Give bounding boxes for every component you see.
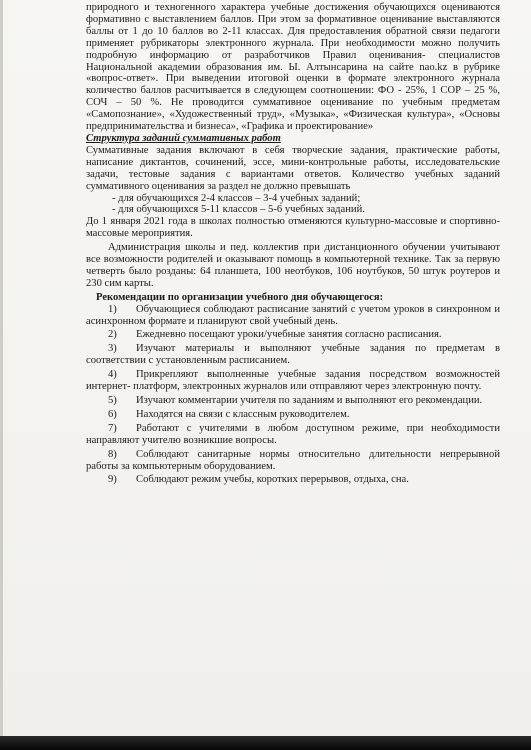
recommendation-text: Работают с учителями в любом доступном режиме, при необходимости направляют учителю возникшие вопросы.: [86, 422, 500, 446]
recommendation-number: 1): [108, 303, 117, 315]
recommendation-number: 9): [108, 474, 117, 486]
recommendation-item: [86, 395, 500, 407]
recommendation-item: [86, 304, 500, 328]
recommendation-item: [86, 449, 500, 473]
recommendation-item: [86, 369, 500, 393]
recommendations-list: [86, 304, 500, 489]
paragraph-events: До 1 января 2021 года в школах полностью отменяются культурно-массовые и спортивно-массовые мероприятия.: [86, 216, 500, 240]
bullet-item: - для обучающихся 5-11 классов – 5-6 учебных заданий.: [112, 204, 365, 216]
paragraph-assessment: природного и техногенного характера учебные достижения обучающихся оцениваются формативно с выставлением баллов. При этом за формативное оценивание выставляются баллы от 1 до 10 баллов во 2-11 классах. Для предоставления обратной связи педагоги применяет рубрикаторы электронного журнала. При необходимости можно получить подробную информацию от разработчиков Правил оценивания- специалистов Национальной академии образования им. Ы. Алтынсарина на сайте nao.kz в рубрике «вопрос-ответ». При выведении итоговой оценки в формате электронного журнала количество баллов расчитывается в следующем соотношении: ФО - 25%, 1 СОР – 25 %, СОЧ – 50 %. Не проводится суммативное оценивание по учебным предметам «Самопознание», «Художественный труд», «Музыка», «Физическая культура», «Основы предпринимательства и бизнеса», «Графика и проектирование»: [86, 2, 500, 133]
recommendation-text: Находятся на связи с классным руководителем.: [136, 408, 350, 420]
recommendation-text: Изучают комментарии учителя по заданиям и выполняют его рекомендации.: [136, 395, 483, 406]
recommendation-number: 5): [108, 395, 117, 406]
recommendation-item: [86, 329, 500, 341]
recommendations-heading: Рекомендации по организации учебного дня обучающегося:: [96, 291, 384, 303]
section-heading: Структура заданий суммативных работ: [86, 132, 281, 144]
scan-bottom-edge: [0, 736, 531, 750]
recommendation-text: Прикрепляют выполненные учебные задания посредством возможностей интернет- платформ, электронных журналов или отправляют через электронную почту.: [86, 369, 500, 393]
recommendation-item: [86, 474, 500, 486]
paragraph-admin: Администрация школы и пед. коллектив при дистанционного обучении учитывают все возможности родителей и оказывают помощь в компьютерной технике. Так за первую четверть было розданы: 64 планшета, 100 неотбуков, 106 ноутбуков, 50 штук роутеров и 230 сим карты.: [86, 242, 500, 289]
recommendation-number: 6): [108, 408, 117, 420]
page-edge-shadow: [0, 0, 3, 750]
document-body: [86, 2, 500, 488]
recommendation-number: 8): [108, 448, 117, 460]
recommendation-text: Соблюдают режим учебы, коротких перерывов, отдыха, сна.: [136, 474, 409, 486]
recommendation-text: Обучающиеся соблюдают расписание занятий с учетом уроков в синхронном и асинхронном формате и планируют свой учебный день.: [86, 303, 500, 327]
recommendation-text: Ежедневно посещают уроки/учебные занятия согласно расписания.: [136, 329, 442, 341]
recommendation-text: Соблюдают санитарные нормы относительно длительности непрерывной работы за компьютерным оборудованием.: [86, 448, 500, 472]
recommendation-text: Изучают материалы и выполняют учебные задания по предметам в соответствии с установленным расписанием.: [86, 343, 500, 367]
paragraph-summative: Суммативные задания включают в себя творческие задания, практические работы, написание диктантов, сочинений, эссе, мини-контрольные работы, исследовательские задачи, тестовые задания с вариантами ответов. Количество учебных заданий суммативного оценивания за раздел не должно превышать: [86, 144, 500, 192]
recommendation-number: 3): [108, 343, 117, 355]
recommendation-item: [86, 343, 500, 367]
recommendation-item: [86, 423, 500, 447]
recommendation-number: 2): [108, 329, 117, 341]
recommendation-number: 4): [108, 369, 117, 381]
recommendation-number: 7): [108, 422, 117, 434]
bullet-item: - для обучающихся 2-4 классов – 3-4 учебных заданий;: [112, 192, 361, 204]
recommendation-item: [86, 409, 500, 421]
